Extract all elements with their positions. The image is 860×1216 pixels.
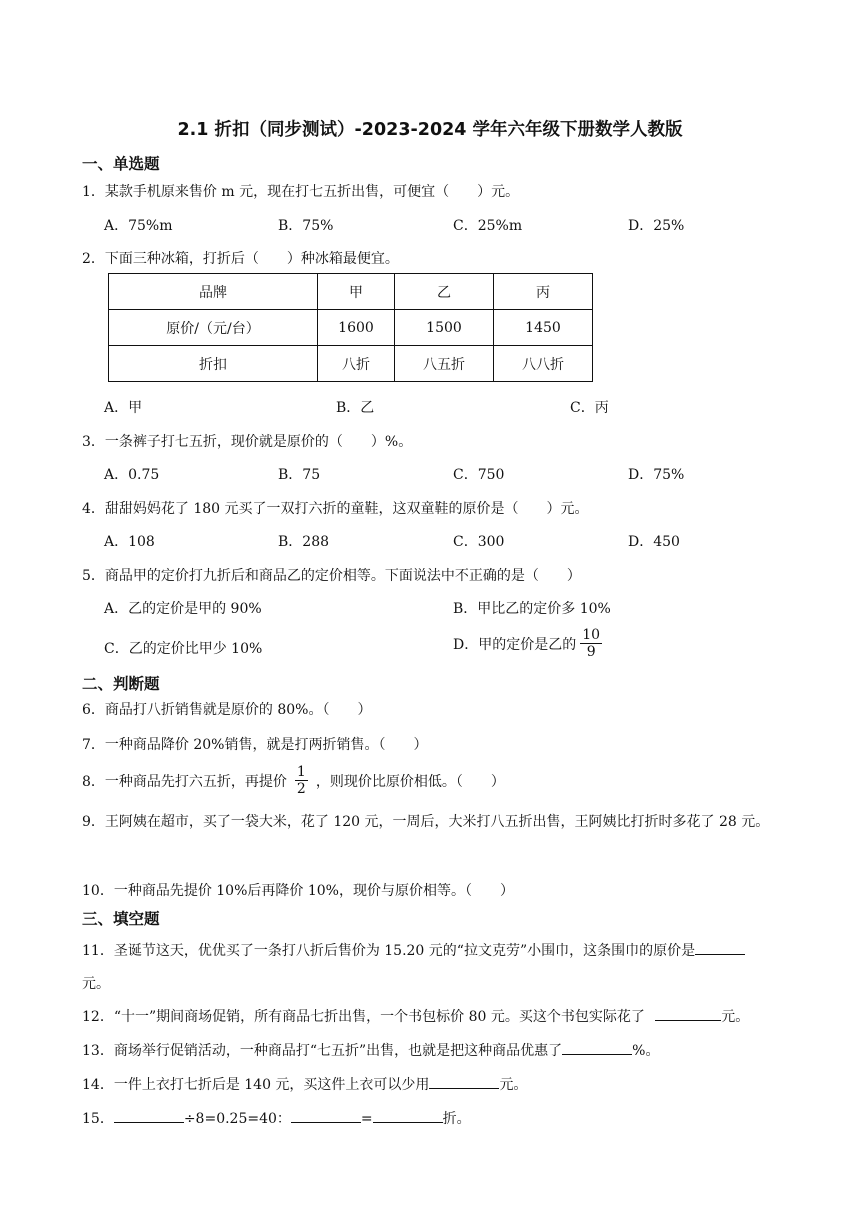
question-14-text: 14．一件上衣打七折后是 140 元，买这件上衣可以少用 (82, 1077, 430, 1093)
section-heading-fill-blank: 三、填空题 (82, 910, 160, 928)
q2-option-b: B．乙 (336, 400, 375, 416)
question-5: 5．商品甲的定价打九折后和商品乙的定价相等。下面说法中不正确的是（ ） (82, 568, 581, 584)
fridge-price-table (108, 273, 593, 382)
question-8 (82, 764, 505, 797)
answer-blank[interactable] (695, 940, 745, 955)
table-header-cell: 品牌 (109, 274, 318, 310)
answer-blank[interactable] (373, 1108, 443, 1123)
table-cell: 原价/（元/台） (109, 310, 318, 346)
question-10: 10．一种商品先提价 10%后再降价 10%，现价与原价相等。（ ） (82, 883, 514, 899)
table-row (109, 310, 593, 346)
q5-option-d (453, 627, 606, 660)
question-3: 3．一条裤子打七五折，现价就是原价的（ ）%。 (82, 434, 413, 450)
q2-option-c: C．丙 (570, 400, 609, 416)
table-row (109, 346, 593, 382)
table-header-cell: 甲 (318, 274, 395, 310)
table-header-cell: 丙 (494, 274, 593, 310)
q1-option-d: D．25% (628, 218, 685, 234)
question-15 (82, 1108, 471, 1128)
fraction-ten-ninths (580, 627, 602, 660)
page-title: 2.1 折扣（同步测试）-2023-2024 学年六年级下册数学人教版 (177, 120, 683, 140)
question-11 (82, 940, 745, 960)
table-cell: 八折 (318, 346, 395, 382)
question-8-text-before: 8．一种商品先打六五折，再提价 (82, 773, 287, 790)
table-cell: 1600 (318, 310, 395, 346)
question-15-tail: 折。 (442, 1111, 471, 1127)
fraction-denominator: 9 (586, 644, 596, 660)
q4-option-b: B．288 (278, 534, 330, 550)
table-cell: 折扣 (109, 346, 318, 382)
q1-option-b: B．75% (278, 218, 334, 234)
q4-option-d: D．450 (628, 534, 680, 550)
section-heading-true-false: 二、判断题 (82, 675, 160, 693)
section-heading-single-choice: 一、单选题 (82, 155, 160, 173)
question-13-text: 13．商场举行促销活动，一种商品打“七五折”出售，也就是把这种商品优惠了 (82, 1043, 563, 1059)
question-12-text: 12．“十一”期间商场促销，所有商品七折出售，一个书包标价 80 元。买这个书包实际花了 (82, 1009, 645, 1025)
question-11-text: 11．圣诞节这天，优优买了一条打八折后售价为 15.20 元的“拉文克劳”小围巾，这条围巾的原价是 (82, 943, 696, 959)
question-14 (82, 1074, 527, 1094)
fraction-numerator: 10 (582, 627, 601, 643)
q2-option-a: A．甲 (104, 400, 143, 416)
question-4: 4．甜甜妈妈花了 180 元买了一双打六折的童鞋，这双童鞋的原价是（ ）元。 (82, 501, 589, 517)
answer-blank[interactable] (655, 1006, 721, 1021)
answer-blank[interactable] (291, 1108, 361, 1123)
table-cell: 八八折 (494, 346, 593, 382)
question-15-part1: ÷8=0.25=40： (183, 1111, 291, 1127)
q5-option-b: B．甲比乙的定价多 10% (453, 601, 611, 617)
table-header-cell: 乙 (395, 274, 494, 310)
question-2: 2．下面三种冰箱，打折后（ ）种冰箱最便宜。 (82, 251, 399, 267)
q3-option-a: A．0.75 (104, 467, 160, 483)
q3-option-c: C．750 (453, 467, 505, 483)
q5-option-c: C．乙的定价比甲少 10% (104, 641, 263, 657)
q3-option-b: B．75 (278, 467, 321, 483)
answer-blank[interactable] (429, 1074, 499, 1089)
q3-option-d: D．75% (628, 467, 685, 483)
table-cell: 1500 (395, 310, 494, 346)
question-9: 9．王阿姨在超市，买了一袋大米，花了 120 元，一周后，大米打八五折出售，王阿姨比打折时多花了 28 元。 (82, 814, 770, 830)
q4-option-a: A．108 (104, 534, 155, 550)
question-13-tail: %。 (632, 1043, 660, 1059)
question-7: 7．一种商品降价 20%销售，就是打两折销售。（ ） (82, 737, 428, 753)
q1-option-a: A．75%m (104, 218, 173, 234)
q5-option-d-label: D．甲的定价是乙的 (453, 636, 577, 653)
table-cell: 1450 (494, 310, 593, 346)
question-6: 6．商品打八折销售就是原价的 80%。（ ） (82, 702, 372, 718)
question-12 (82, 1006, 749, 1026)
question-12-tail: 元。 (721, 1009, 750, 1025)
question-13 (82, 1040, 659, 1060)
q1-option-c: C．25%m (453, 218, 523, 234)
answer-blank[interactable] (114, 1108, 184, 1123)
question-14-tail: 元。 (499, 1077, 528, 1093)
question-15-number: 15． (82, 1111, 114, 1127)
fraction-denominator: 2 (296, 781, 306, 797)
fraction-one-half (295, 764, 308, 797)
table-cell: 八五折 (395, 346, 494, 382)
question-15-part2: = (360, 1111, 373, 1127)
question-11-tail: 元。 (82, 976, 110, 992)
table-row (109, 274, 593, 310)
question-8-text-after: ，则现价比原价相低。（ ） (315, 773, 505, 790)
answer-blank[interactable] (562, 1040, 632, 1055)
q5-option-a: A．乙的定价是甲的 90% (104, 601, 262, 617)
fraction-numerator: 1 (296, 764, 306, 780)
q4-option-c: C．300 (453, 534, 505, 550)
question-1: 1．某款手机原来售价 m 元，现在打七五折出售，可便宜（ ）元。 (82, 184, 520, 200)
